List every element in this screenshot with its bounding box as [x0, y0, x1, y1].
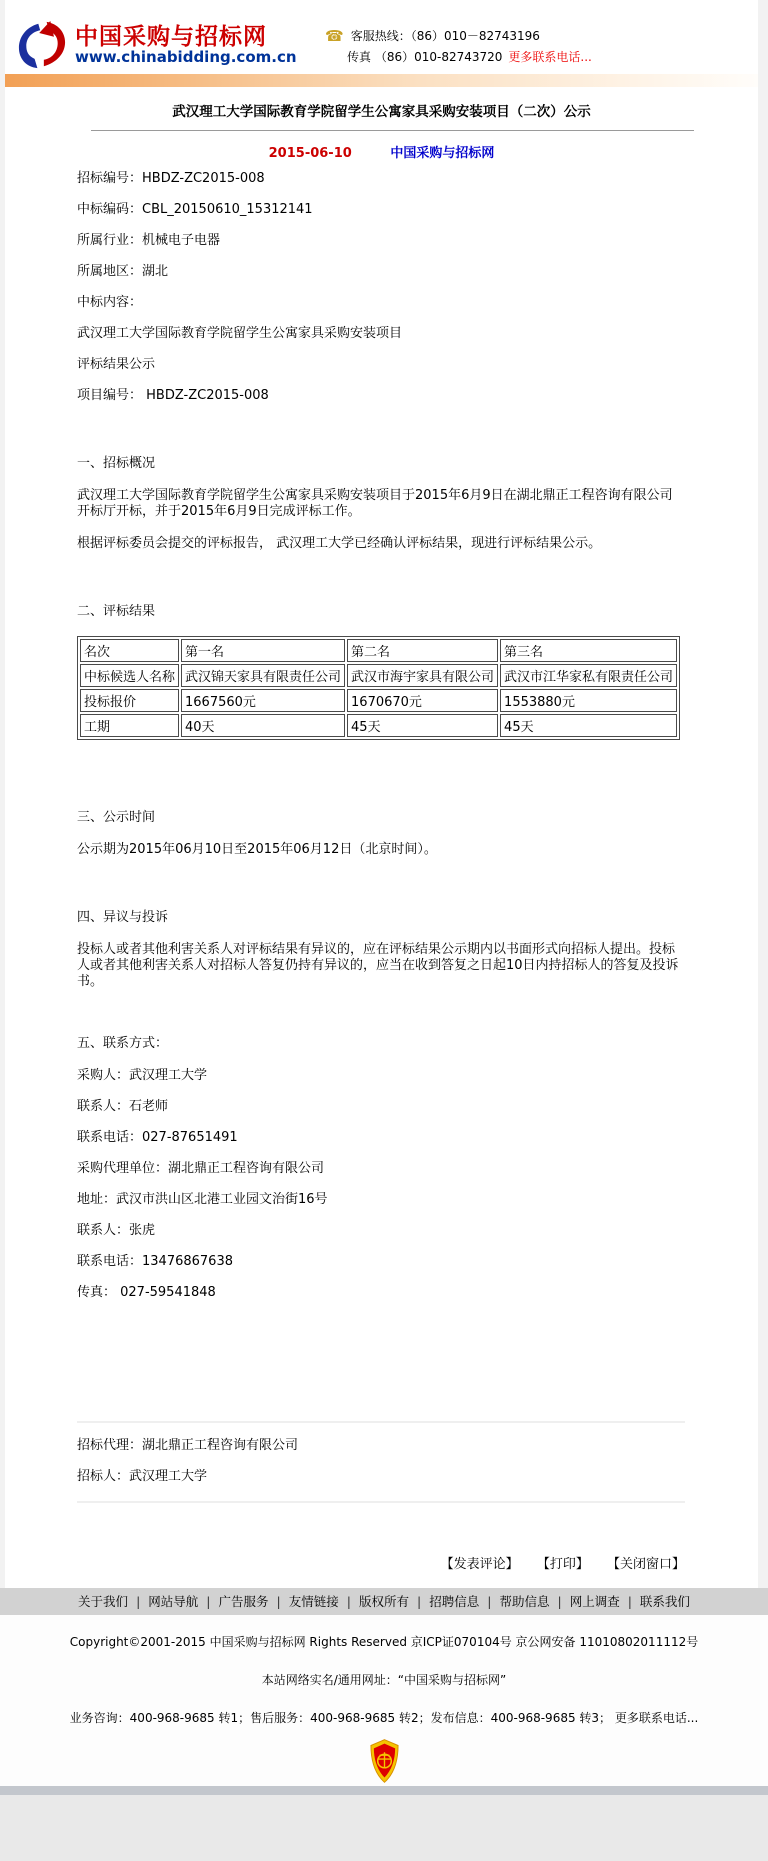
- meta-line: 所属行业：机械电子电器: [77, 233, 221, 248]
- meta-line: 项目编号： HBDZ-ZC2015-008: [77, 388, 269, 403]
- table-cell: 1553880元: [500, 689, 677, 712]
- section-paragraph: 武汉理工大学国际教育学院留学生公寓家具采购安装项目于2015年6月9日在湖北鼎正工程咨询有限公司开标厅开标，并于2015年6月9日完成评标工作。: [77, 488, 673, 519]
- table-cell: 名次: [80, 639, 179, 662]
- badge-wrap: [0, 1726, 768, 1786]
- publish-date: 2015-06-10: [268, 146, 352, 161]
- table-cell: 中标候选人名称: [80, 664, 179, 687]
- table-cell: 1670670元: [347, 689, 498, 712]
- signoff-divider-top: [77, 1421, 685, 1423]
- contact-line: 联系电话：13476867638: [77, 1254, 233, 1269]
- header-contact-block: [325, 26, 592, 68]
- signoff-agency: 招标代理：湖北鼎正工程咨询有限公司: [77, 1438, 299, 1453]
- section-heading-2: 二、评标结果: [77, 604, 156, 619]
- meta-line: 所属地区：湖北: [77, 264, 169, 279]
- table-cell: 武汉市海宇家具有限公司: [347, 664, 498, 687]
- footer-nav-bar: [0, 1588, 768, 1615]
- footer-link-help[interactable]: 帮助信息: [499, 1594, 550, 1609]
- contact-line: 采购代理单位：湖北鼎正工程咨询有限公司: [77, 1161, 325, 1176]
- section-heading-4: 四、异议与投诉: [77, 910, 169, 925]
- print-button[interactable]: 【打印】: [536, 1557, 589, 1572]
- nav-separator: |: [417, 1594, 422, 1609]
- section-paragraph: 投标人或者其他利害关系人对评标结果有异议的，应在评标结果公示期内以书面形式向招标人提出。投标人或者其他利害关系人对招标人答复仍持有异议的，应当在收到答复之日起10日内持招标人的答复及投诉书。: [77, 942, 679, 989]
- meta-line: 招标编号：HBDZ-ZC2015-008: [77, 171, 265, 186]
- header-gradient-bar: [5, 74, 758, 87]
- table-cell: 40天: [181, 714, 345, 737]
- table-row: [80, 714, 677, 737]
- contact-line: 地址：武汉市洪山区北港工业园文治街16号: [77, 1192, 328, 1207]
- table-cell: 武汉市江华家私有限责任公司: [500, 664, 677, 687]
- date-row: [5, 142, 758, 161]
- table-cell: 第三名: [500, 639, 677, 662]
- footer-link-copyright[interactable]: 版权所有: [358, 1594, 409, 1609]
- service-phones-text: 业务咨询：400-968-9685 转1；售后服务：400-968-9685 转2；发布信息：400-968-9685 转3； 更多联系电话...: [69, 1711, 699, 1725]
- close-window-button[interactable]: 【关闭窗口】: [606, 1557, 685, 1572]
- footer-link-survey[interactable]: 网上调查: [569, 1594, 620, 1609]
- page-title: 武汉理工大学国际教育学院留学生公寓家具采购安装项目（二次）公示: [172, 104, 591, 120]
- section-heading-3: 三、公示时间: [77, 810, 156, 825]
- meta-line: 武汉理工大学国际教育学院留学生公寓家具采购安装项目: [77, 326, 403, 341]
- contact-line: 联系人：石老师: [77, 1099, 169, 1114]
- table-cell: 工期: [80, 714, 179, 737]
- footer-link-sitemap[interactable]: 网站导航: [148, 1594, 199, 1609]
- footer-link-friends[interactable]: 友情链接: [288, 1594, 339, 1609]
- section-paragraph: 根据评标委员会提交的评标报告， 武汉理工大学已经确认评标结果，现进行评标结果公示。: [77, 536, 602, 551]
- nav-separator: |: [627, 1594, 632, 1609]
- post-comment-button[interactable]: 【发表评论】: [440, 1557, 519, 1572]
- source-site-link[interactable]: 中国采购与招标网: [390, 146, 495, 161]
- table-cell: 第二名: [347, 639, 498, 662]
- section-paragraph: 公示期为2015年06月10日至2015年06月12日（北京时间）。: [77, 842, 437, 857]
- table-row: [80, 689, 677, 712]
- site-logo[interactable]: [15, 21, 297, 69]
- footer-link-ads[interactable]: 广告服务: [218, 1594, 269, 1609]
- article-actions: [77, 1553, 685, 1588]
- meta-line: 评标结果公示: [77, 357, 156, 372]
- swirl-logo-icon: [15, 21, 69, 69]
- phone-icon: ☎: [325, 27, 344, 45]
- table-cell: 投标报价: [80, 689, 179, 712]
- security-shield-badge-icon[interactable]: [369, 1773, 400, 1787]
- footer-link-jobs[interactable]: 招聘信息: [429, 1594, 480, 1609]
- site-header: [5, 0, 758, 74]
- hotline-text: 客服热线：（86）010－82743196: [350, 29, 540, 43]
- nav-separator: |: [276, 1594, 281, 1609]
- section-heading-5: 五、联系方式：: [77, 1036, 169, 1051]
- article-content: [5, 161, 758, 1588]
- meta-line: 中标内容：: [77, 295, 143, 310]
- footer-link-about[interactable]: 关于我们: [78, 1594, 129, 1609]
- table-cell: 45天: [347, 714, 498, 737]
- footer-text-area: [0, 1615, 768, 1795]
- contact-line: 传真： 027-59541848: [77, 1285, 216, 1300]
- logo-url: www.chinabidding.com.cn: [75, 47, 297, 66]
- table-cell: 第一名: [181, 639, 345, 662]
- fax-text: 传真 （86）010-82743720: [347, 50, 503, 64]
- contact-line: 联系人：张虎: [77, 1223, 156, 1238]
- site-realname-text: 本站网络实名/通用网址：“中国采购与招标网”: [261, 1673, 507, 1687]
- copyright-text: Copyright©2001-2015 中国采购与招标网 Rights Reserved 京ICP证070104号 京公网安备 11010802011112号: [69, 1635, 699, 1649]
- nav-separator: |: [346, 1594, 351, 1609]
- signoff-divider-bottom: [77, 1501, 685, 1503]
- signoff-tenderee: 招标人：武汉理工大学: [77, 1469, 208, 1484]
- table-row: [80, 664, 677, 687]
- table-row: [80, 639, 677, 662]
- logo-text: [75, 25, 297, 66]
- more-contacts-link[interactable]: 更多联系电话...: [508, 50, 592, 64]
- evaluation-results-table: [77, 636, 680, 740]
- nav-separator: |: [557, 1594, 562, 1609]
- contact-line: 采购人：武汉理工大学: [77, 1068, 208, 1083]
- meta-line: 中标编码：CBL_20150610_15312141: [77, 202, 313, 217]
- table-cell: 45天: [500, 714, 677, 737]
- table-cell: 武汉锦天家具有限责任公司: [181, 664, 345, 687]
- nav-separator: |: [487, 1594, 492, 1609]
- bottom-bar: [0, 1786, 768, 1795]
- nav-separator: |: [206, 1594, 211, 1609]
- section-heading-1: 一、招标概况: [77, 456, 156, 471]
- table-cell: 1667560元: [181, 689, 345, 712]
- footer-link-contact[interactable]: 联系我们: [639, 1594, 690, 1609]
- main-page: [5, 0, 758, 1588]
- logo-title: 中国采购与招标网: [75, 23, 267, 50]
- title-divider: [91, 130, 694, 131]
- nav-separator: |: [136, 1594, 141, 1609]
- contact-line: 联系电话：027-87651491: [77, 1130, 238, 1145]
